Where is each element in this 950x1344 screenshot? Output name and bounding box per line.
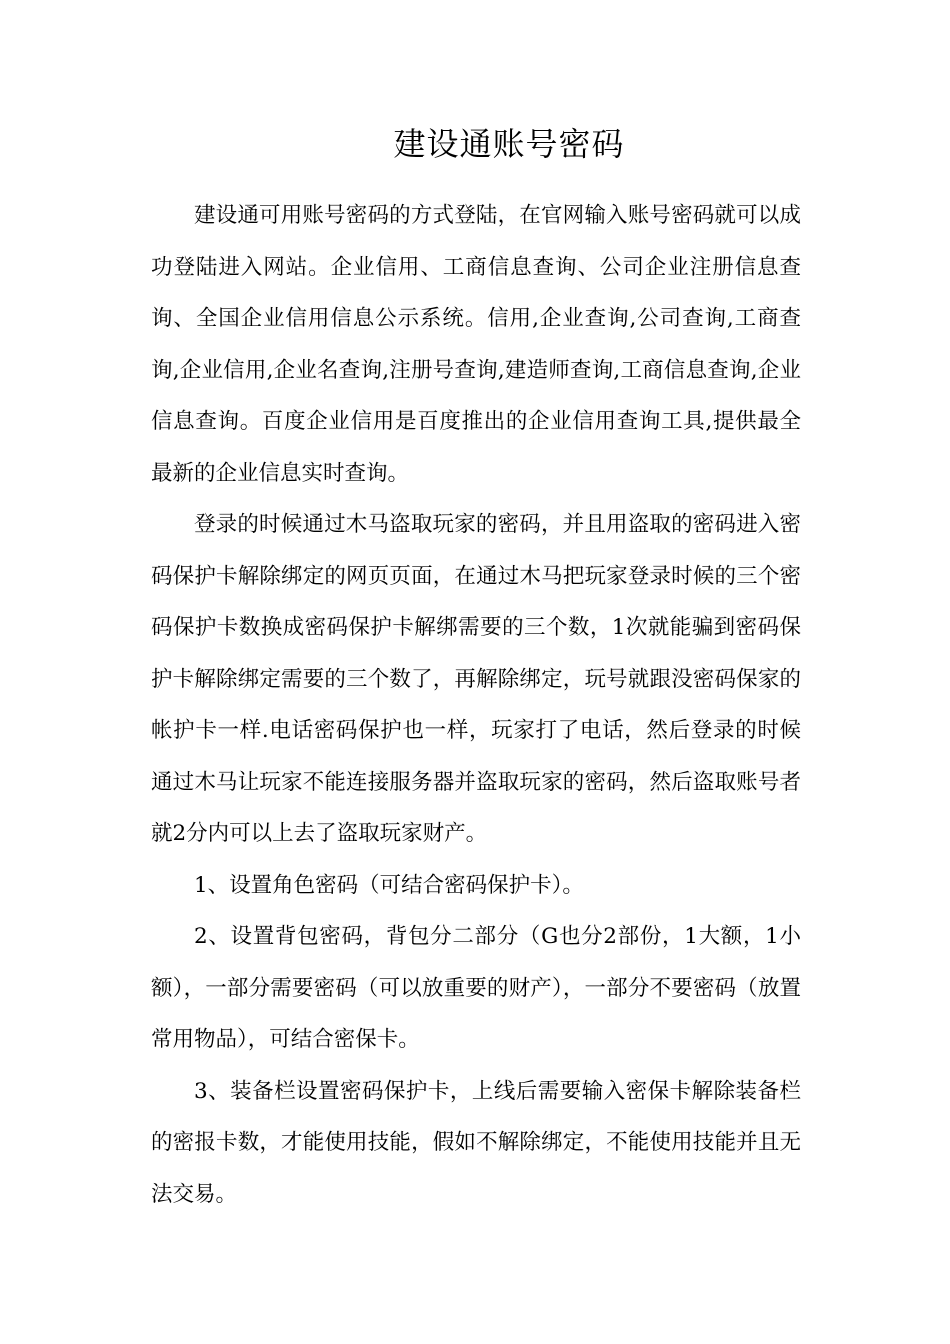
paragraph-trojan: 登录的时候通过木马盗取玩家的密码，并且用盗取的密码进入密码保护卡解除绑定的网页页面，在通过木马把玩家登录时候的三个密码保护卡数换成密码保护卡解绑需要的三个数，1次就能骗到密码保护卡解除绑定需要的三个数了，再解除绑定，玩号就跟没密码保家的帐护卡一样.电话密码保护也一样，玩家打了电话，然后登录的时候通过木马让玩家不能连接服务器并盗取玩家的密码，然后盗取账号者就2分内可以上去了盗取玩家财产。 (151, 512, 801, 846)
document-body (151, 190, 801, 1220)
document-title: 建设通账号密码 (393, 125, 625, 163)
paragraph-step-3: 3、装备栏设置密码保护卡，上线后需要输入密保卡解除装备栏的密报卡数，才能使用技能，假如不解除绑定，不能使用技能并且无法交易。 (151, 1078, 801, 1207)
paragraph-intro: 建设通可用账号密码的方式登陆，在官网输入账号密码就可以成功登陆进入网站。企业信用、工商信息查询、公司企业注册信息查询、全国企业信用信息公示系统。信用,企业查询,公司查询,工商查询,企业信用,企业名查询,注册号查询,建造师查询,工商信息查询,企业信息查询。百度企业信用是百度推出的企业信用查询工具,提供最全最新的企业信息实时查询。 (151, 203, 801, 486)
paragraph-step-2: 2、设置背包密码，背包分二部分（G也分2部份，1大额，1小额），一部分需要密码（可以放重要的财产），一部分不要密码（放置常用物品），可结合密保卡。 (151, 924, 801, 1052)
paragraph-step-1: 1、设置角色密码（可结合密码保护卡）。 (194, 872, 584, 898)
